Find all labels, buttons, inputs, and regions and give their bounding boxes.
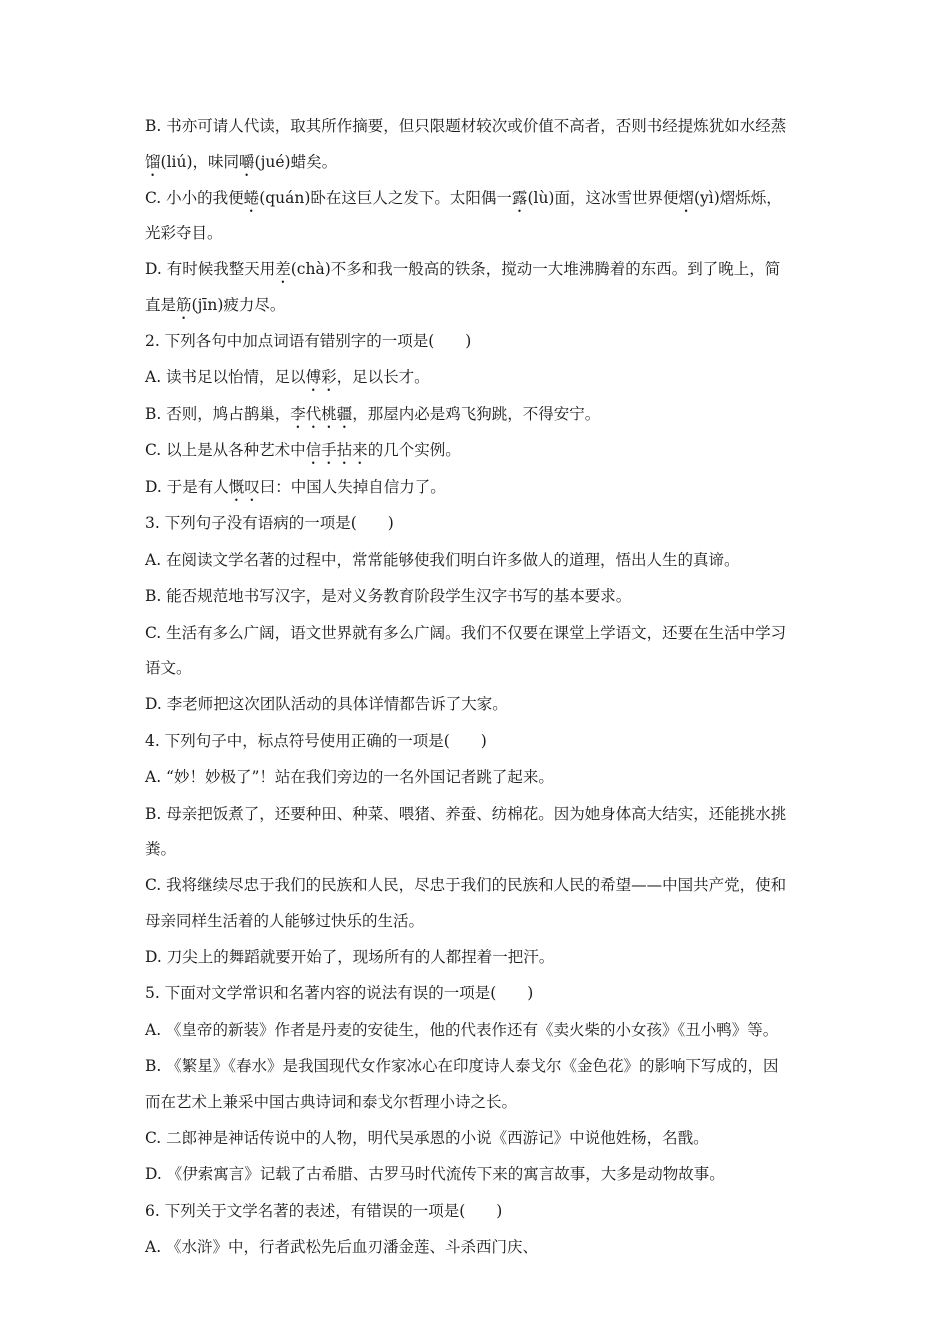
text-line: [145, 1229, 845, 1266]
text-line: [145, 975, 845, 1012]
text-segment: 5. 下面对文学常识和名著内容的说法有误的一项是( ): [145, 984, 534, 1002]
text-line: [145, 323, 845, 360]
text-line: [145, 108, 845, 145]
text-segment: A. 在阅读文学名著的过程中，常常能够使我们明白许多做人的道理，悟出人生的真谛。: [145, 550, 740, 569]
text-segment: C. 小小的我便: [145, 188, 244, 207]
text-line: [145, 1048, 845, 1085]
text-segment: D. 《伊索寓言》记载了古希腊、古罗马时代流传下来的寓言故事，大多是动物故事。: [145, 1165, 725, 1183]
text-line: [145, 469, 845, 506]
text-line: [145, 251, 845, 288]
text-segment: A. “妙！妙极了”！站在我们旁边的一名外国记者跳了起来。: [145, 768, 554, 786]
text-line: [145, 723, 845, 760]
emphasized-text: 熠: [678, 188, 694, 207]
emphasized-text: 差: [275, 260, 291, 278]
text-segment: 的几个实例。: [367, 441, 461, 459]
emphasized-text: 蜷: [243, 188, 260, 207]
text-segment: B. 《繁星》《春水》是我国现代女作家冰心在印度诗人泰戈尔《金色花》的影响下写成的，因: [145, 1057, 779, 1075]
text-line: [145, 180, 845, 217]
emphasized-text: 馏: [145, 152, 161, 171]
text-line: [145, 505, 845, 542]
text-line: [145, 1156, 845, 1193]
text-segment: C. 以上是从各种艺术中: [145, 441, 306, 459]
text-line: [145, 615, 845, 652]
text-segment: ，那屋内必是鸡飞狗跳，不得安宁。: [352, 404, 601, 423]
text-segment: (yì)熠烁烁，: [694, 188, 782, 207]
text-segment: 6. 下列关于文学名著的表述，有错误的一项是( ): [145, 1201, 503, 1220]
text-line: [145, 542, 845, 579]
emphasized-text: 信手拈来: [305, 441, 368, 459]
text-line: [145, 1193, 845, 1230]
text-line: [145, 796, 845, 833]
text-segment: A. 《水浒》中，行者武松先后血刃潘金莲、斗杀西门庆、: [145, 1238, 539, 1256]
emphasized-text: 李代桃疆: [290, 404, 353, 423]
text-segment: A. 读书足以怡情，足以: [145, 368, 306, 386]
text-line: [145, 432, 845, 469]
text-line: [145, 396, 845, 433]
text-line: [145, 578, 845, 615]
text-segment: 语文。: [145, 659, 192, 677]
text-segment: 3. 下列句子没有语病的一项是( ): [145, 514, 394, 532]
text-segment: C. 二郎神是神话传说中的人物，明代吴承恩的小说《西游记》中说他姓杨，名戬。: [145, 1128, 709, 1147]
text-segment: (jué)蜡矣。: [254, 152, 338, 171]
text-line: [145, 145, 845, 180]
text-line: [145, 288, 845, 323]
text-line: [145, 359, 845, 396]
text-line: [145, 216, 845, 251]
emphasized-text: 嚼: [239, 152, 255, 171]
text-segment: ，足以长才。: [336, 368, 430, 386]
text-line: [145, 832, 845, 867]
emphasized-text: 慨叹: [228, 477, 260, 496]
emphasized-text: 筋: [176, 295, 192, 314]
text-segment: B. 否则，鸠占鹊巢，: [145, 404, 291, 423]
text-segment: 直是: [145, 295, 177, 314]
text-line: [145, 867, 845, 904]
text-segment: (lù)面，这冰雪世界便: [527, 188, 679, 207]
text-segment: 粪。: [145, 840, 177, 858]
exam-questions-body: [145, 108, 845, 1266]
text-segment: D. 有时候我整天用: [145, 260, 276, 278]
text-segment: 光彩夺目。: [145, 224, 223, 242]
text-line: [145, 1085, 845, 1120]
text-segment: D. 刀尖上的舞蹈就要开始了，现场所有的人都捏着一把汗。: [145, 947, 555, 966]
text-line: [145, 1012, 845, 1049]
text-segment: C. 我将继续尽忠于我们的民族和人民，尽忠于我们的民族和人民的希望——中国共产党，使和: [145, 876, 787, 894]
text-segment: B. 能否规范地书写汉字，是对义务教育阶段学生汉字书写的基本要求。: [145, 587, 632, 605]
text-segment: (quán)卧在这巨人之发下。太阳偶一: [259, 188, 512, 207]
text-segment: 2. 下列各句中加点词语有错别字的一项是( ): [145, 331, 472, 350]
emphasized-text: 露: [511, 188, 528, 207]
text-segment: (chà)不多和我一般高的铁条，搅动一大堆沸腾着的东西。到了晚上，简: [290, 260, 781, 278]
text-segment: C. 生活有多么广阔，语文世界就有多么广阔。我们不仅要在课堂上学语文，还要在生活中学习: [145, 623, 787, 642]
text-segment: A. 《皇帝的新装》作者是丹麦的安徒生，他的代表作还有《卖火柴的小女孩》《丑小鸭》等。: [145, 1020, 779, 1039]
text-segment: (jīn)疲力尽。: [191, 295, 286, 314]
emphasized-text: 傅彩: [305, 368, 337, 386]
text-line: [145, 1120, 845, 1157]
text-segment: 而在艺术上兼采中国古典诗词和泰戈尔哲理小诗之长。: [145, 1092, 518, 1111]
text-segment: 曰：中国人失掉自信力了。: [259, 477, 446, 496]
text-segment: B. 书亦可请人代读，取其所作摘要，但只限题材较次或价值不高者，否则书经提炼犹如水经蒸: [145, 117, 787, 135]
text-segment: 4. 下列句子中，标点符号使用正确的一项是( ): [145, 731, 487, 750]
text-segment: 母亲同样生活着的人能够过快乐的生活。: [145, 911, 425, 930]
text-segment: D. 于是有人: [145, 477, 229, 496]
text-segment: D. 李老师把这次团队活动的具体详情都告诉了大家。: [145, 695, 508, 713]
text-segment: B. 母亲把饭煮了，还要种田、种菜、喂猪、养蚕、纺棉花。因为她身体高大结实，还能挑水挑: [145, 804, 787, 823]
text-line: [145, 939, 845, 976]
text-line: [145, 686, 845, 723]
text-line: [145, 904, 845, 939]
text-line: [145, 651, 845, 686]
text-segment: (liú)，味同: [160, 152, 240, 171]
text-line: [145, 759, 845, 796]
